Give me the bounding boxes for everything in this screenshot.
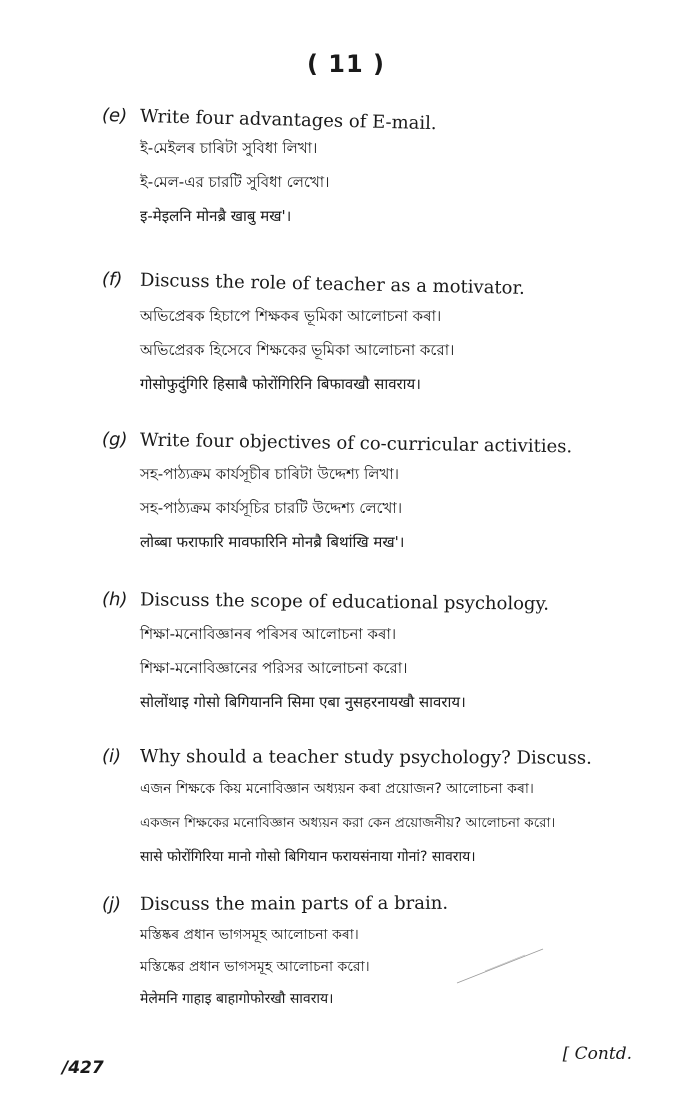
bengali-translation: মস্তিষ্কের প্রধান ভাগসমূহ আলোচনা করো। bbox=[140, 959, 370, 975]
question-e bbox=[102, 104, 662, 226]
question-text: Write four objectives of co-curricular activities. bbox=[139, 429, 573, 458]
question-heading bbox=[102, 428, 662, 461]
bodo-translation: गोसोफुदुंगिरि हिसाबै फोरोंगिरिनि बिफावखौ सावराय। bbox=[140, 375, 421, 393]
continued-label: [ Contd. bbox=[562, 1044, 632, 1064]
question-text: Discuss the role of teacher as a motivator. bbox=[139, 269, 526, 299]
bengali-translation: সহ-পাঠ্যক্রম কার্যসূচির চারটি উদ্দেশ্য লেখো। bbox=[140, 499, 403, 517]
question-label: (f) bbox=[101, 269, 123, 291]
question-label: (i) bbox=[101, 746, 122, 768]
question-label: (g) bbox=[101, 429, 128, 451]
assamese-translation: শিক্ষা-মনোবিজ্ঞানৰ পৰিসৰ আলোচনা কৰা। bbox=[140, 625, 397, 643]
bodo-translation: लोब्बा फराफारि मावफारिनि मोनब्रै बिथांखि मख'। bbox=[140, 533, 405, 551]
question-heading bbox=[102, 104, 662, 142]
bengali-translation: শিক্ষা-মনোবিজ্ঞানের পরিসর আলোচনা করো। bbox=[140, 659, 408, 677]
question-h bbox=[102, 588, 662, 712]
question-g bbox=[102, 428, 662, 552]
question-label: (h) bbox=[101, 589, 128, 611]
assamese-translation: এজন শিক্ষকে কিয় মনোবিজ্ঞান অধ্যয়ন কৰা প্ৰয়োজন? আলোচনা কৰা। bbox=[140, 781, 534, 797]
bengali-translation: ই-মেল-এর চারটি সুবিধা লেখো। bbox=[140, 173, 330, 191]
bodo-translation: सासे फोरोंगिरिया मानो गोसो बिगियान फरायसंनाया गोनां? सावराय। bbox=[140, 849, 476, 865]
page-number: ( 11 ) bbox=[306, 50, 386, 78]
assamese-translation: মস্তিষ্কৰ প্ৰধান ভাগসমূহ আলোচনা কৰা। bbox=[140, 927, 359, 943]
question-heading bbox=[102, 588, 662, 618]
bengali-translation: একজন শিক্ষকের মনোবিজ্ঞান অধ্যয়ন করা কেন প্রয়োজনীয়? আলোচনা করো। bbox=[140, 815, 556, 831]
assamese-translation: ই-মেইলৰ চাৰিটা সুবিধা লিখা। bbox=[140, 139, 318, 157]
bodo-translation: इ-मेइलनि मोनब्रै खाबु मख'। bbox=[140, 207, 292, 225]
question-label: (e) bbox=[101, 105, 128, 127]
question-text: Write four advantages of E-mail. bbox=[139, 105, 437, 135]
bodo-translation: मेलेमनि गाहाइ बाहागोफोरखौ सावराय। bbox=[140, 991, 334, 1007]
question-heading bbox=[102, 745, 662, 771]
question-text: Discuss the main parts of a brain. bbox=[139, 892, 449, 915]
question-f bbox=[102, 268, 662, 394]
paper-code: /427 bbox=[62, 1058, 104, 1078]
bodo-translation: सोलोंथाइ गोसो बिगियाननि सिमा एबा नुसहरनायखौ सावराय। bbox=[140, 693, 466, 711]
question-i bbox=[102, 745, 662, 867]
assamese-translation: সহ-পাঠ্যক্ৰম কাৰ্যসূচীৰ চাৰিটা উদ্দেশ্য লিখা। bbox=[140, 465, 400, 483]
question-heading bbox=[102, 268, 662, 304]
question-text: Why should a teacher study psychology? Discuss. bbox=[139, 746, 592, 769]
bengali-translation: অভিপ্রেরক হিসেবে শিক্ষকের ভূমিকা আলোচনা করো। bbox=[140, 341, 455, 359]
question-j bbox=[102, 893, 662, 1009]
question-text: Discuss the scope of educational psychology. bbox=[139, 589, 550, 615]
assamese-translation: অভিপ্ৰেৰক হিচাপে শিক্ষকৰ ভূমিকা আলোচনা কৰা। bbox=[140, 307, 442, 325]
question-label: (j) bbox=[101, 893, 122, 915]
stray-pencil-mark bbox=[455, 945, 545, 985]
question-heading bbox=[102, 891, 662, 917]
